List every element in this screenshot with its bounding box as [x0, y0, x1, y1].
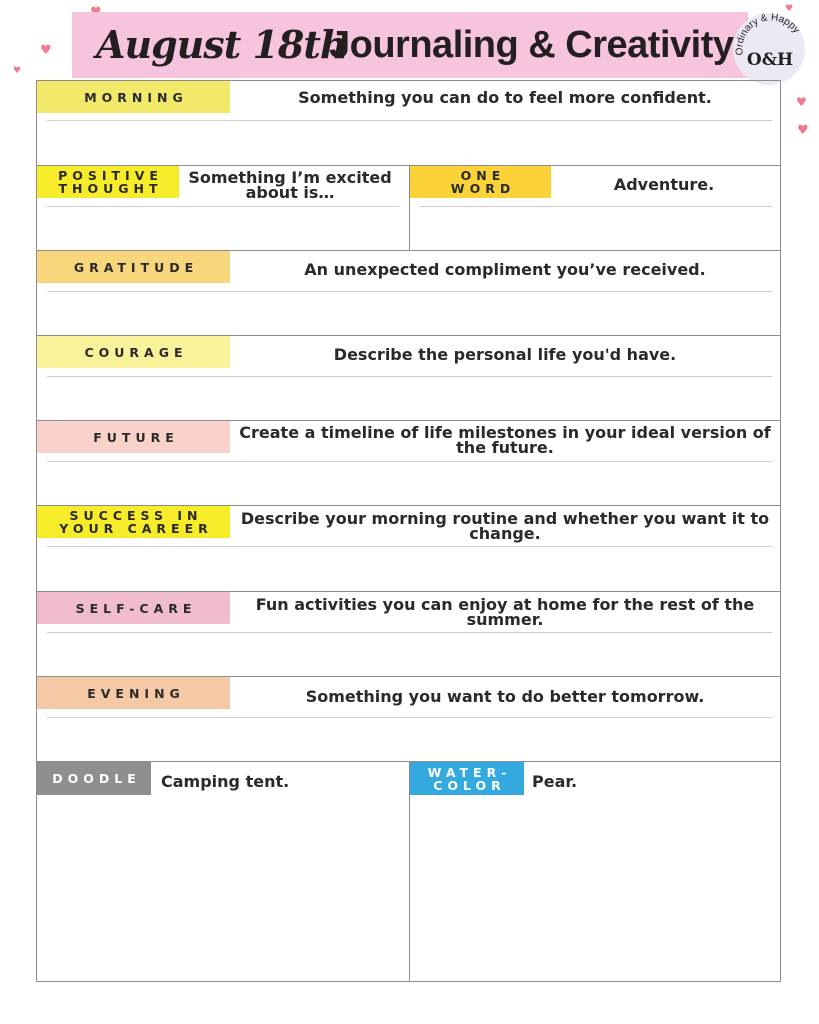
doodle-tag: DOODLE — [37, 762, 151, 795]
logo — [733, 13, 805, 85]
one-word-tag-line2: WORD — [450, 181, 516, 196]
future-prompt-line2: the future. — [456, 438, 554, 457]
positive-prompt-line1: Something I’m excited — [188, 168, 392, 187]
page-title: Journaling & Creativity — [329, 24, 734, 66]
courage-prompt: Describe the personal life you'd have. — [333, 345, 677, 364]
heart-icon: ♥ — [13, 66, 22, 76]
section-self-care — [37, 592, 780, 677]
one-word-tag-line1: ONE — [460, 168, 506, 183]
future-prompt-line1: Create a timeline of life milestones in your ideal version of — [239, 423, 771, 442]
heart-icon: ♥ — [785, 4, 794, 14]
future-prompt — [230, 425, 780, 455]
journal-sheet — [36, 80, 781, 982]
positive-tag-line2: THOUGHT — [58, 181, 163, 196]
heart-icon: ♥ — [796, 95, 807, 109]
career-tag-line1: SUCCESS IN — [69, 508, 203, 523]
positive-tag-line1: POSITIVE — [58, 168, 163, 183]
evening-prompt: Something you want to do better tomorrow. — [305, 687, 705, 706]
watercolor-tag-line1: WATER- — [427, 764, 512, 780]
section-future — [37, 421, 780, 506]
logo-monogram: O&H — [746, 50, 794, 70]
career-prompt-line1: Describe your morning routine and whether you want it to — [240, 509, 770, 528]
morning-tag: MORNING — [37, 81, 230, 113]
writing-line — [47, 291, 772, 292]
section-doodle-watercolor — [37, 762, 780, 981]
logo-arc-text: Ordinary & Happy — [734, 13, 802, 56]
watercolor-prompt: Pear. — [532, 772, 578, 791]
writing-line — [47, 546, 772, 547]
self-care-prompt-line1: Fun activities you can enjoy at home for the rest of the — [255, 595, 755, 614]
self-care-prompt — [230, 597, 780, 627]
writing-line — [47, 632, 772, 633]
career-prompt — [230, 511, 780, 541]
evening-tag: EVENING — [37, 677, 230, 709]
gratitude-tag: GRATITUDE — [37, 251, 230, 283]
positive-thought-tag — [37, 166, 179, 198]
section-morning — [37, 81, 780, 166]
gratitude-prompt: An unexpected compliment you’ve received. — [304, 260, 706, 279]
watercolor-tag — [410, 762, 524, 795]
doodle-prompt: Camping tent. — [161, 772, 290, 791]
writing-line — [419, 206, 772, 207]
positive-thought-prompt — [179, 170, 401, 200]
one-word-tag — [410, 166, 551, 198]
writing-line — [47, 461, 772, 462]
section-career — [37, 506, 780, 592]
writing-line — [47, 376, 772, 377]
section-courage — [37, 336, 780, 421]
writing-line — [47, 717, 772, 718]
self-care-prompt-line2: summer. — [466, 610, 544, 629]
self-care-tag: SELF-CARE — [37, 592, 230, 624]
career-prompt-line2: change. — [469, 524, 541, 543]
writing-line — [47, 120, 772, 121]
section-evening — [37, 677, 780, 762]
career-tag — [37, 506, 230, 538]
watercolor-tag-line2: COLOR — [433, 777, 506, 793]
future-tag: FUTURE — [37, 421, 230, 453]
positive-prompt-line2: about is… — [245, 183, 335, 202]
section-gratitude — [37, 251, 780, 336]
heart-icon: ♥ — [40, 43, 52, 58]
page-date: August 18th — [96, 22, 347, 67]
one-word-prompt: Adventure. — [613, 175, 715, 194]
courage-tag: COURAGE — [37, 336, 230, 368]
section-positive-one-word — [37, 166, 780, 251]
career-tag-line2: YOUR CAREER — [59, 521, 213, 536]
morning-prompt: Something you can do to feel more confident. — [298, 88, 712, 107]
heart-icon: ♥ — [797, 123, 809, 138]
writing-line — [47, 206, 399, 207]
logo-mark — [733, 13, 805, 85]
